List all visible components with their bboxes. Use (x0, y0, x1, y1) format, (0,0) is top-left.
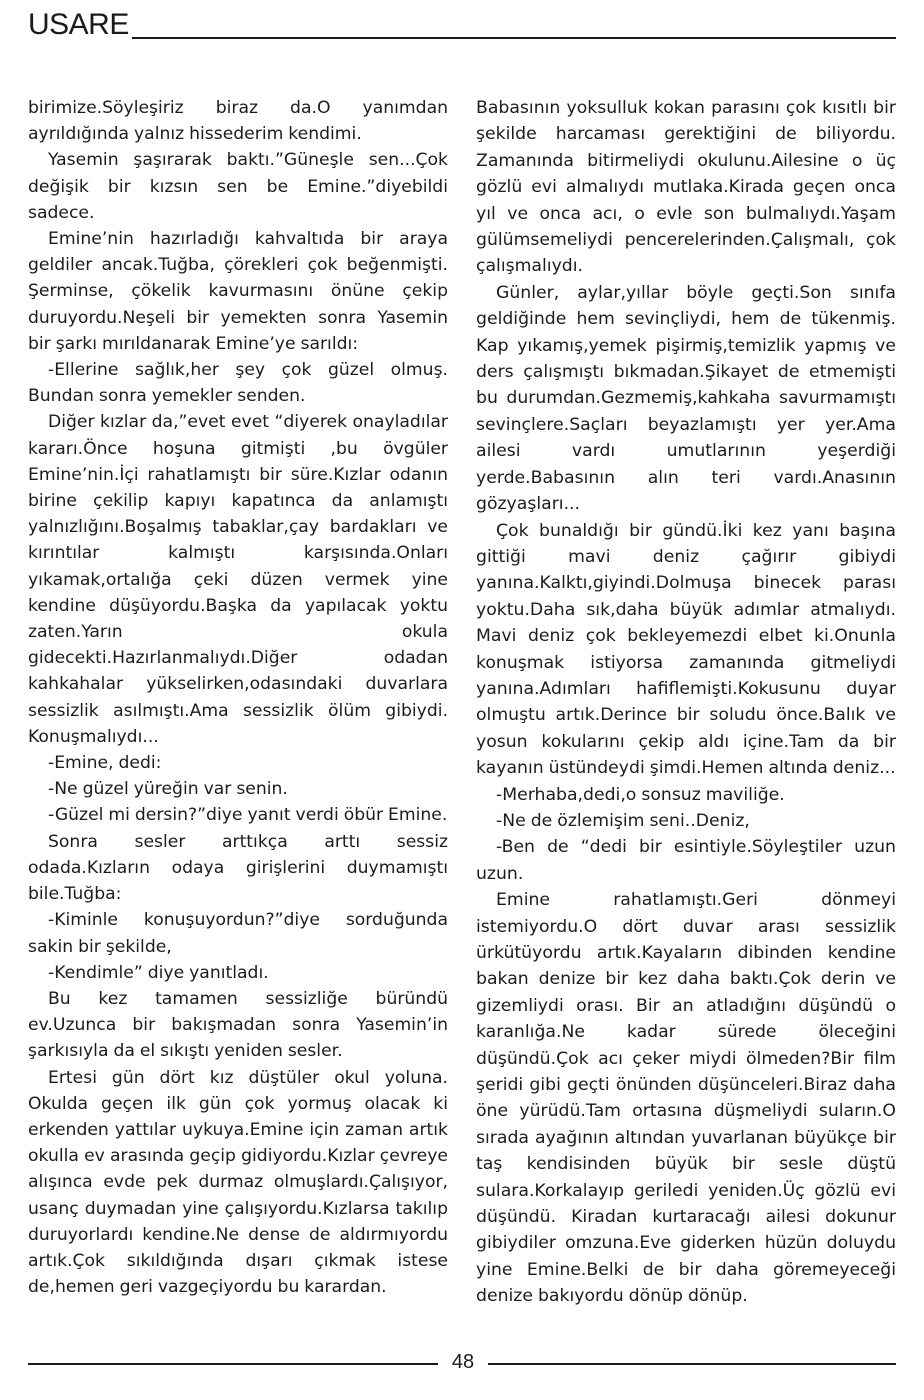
footer-rule-right (488, 1363, 896, 1365)
paragraph: -Ben de “dedi bir esintiyle.Söyleştiler uzun uzun. (476, 837, 896, 884)
paragraph: -Ne de özlemişim seni..Deniz, (496, 810, 750, 831)
paragraph: -Kendimle” diye yanıtladı. (48, 962, 269, 983)
paragraph: Babasının yoksulluk kokan parasını çok kısıtlı bir şekilde harcaması gerektiğini de biliyordu. Zamanında bitirmeliydi okulunu.Ailesine o üç gözlü evi almalıydı mutlaka.Kirada geçen onca yıl ve onca acı, o evle son bulmalıydı.Yaşam gülümsemeliydi pencerelerinden.Çalışmalı, çok çalışmalıydı. (476, 98, 896, 277)
paragraph: Günler, aylar,yıllar böyle geçti.Son sınıfa geldiğinde hem sevinçliydi, hem de tükenmiş. Kap yıkamış,yemek pişirmiş,temizlik yapmış ve ders çalışmıştı bıkmadan.Şikayet de etmemişti bu durumdan.Gezmemiş,kahkaha savurmamıştı sevinçlere.Saçları beyazlamıştı yer yer.Ama ailesi vardı umutlarının yeşerdiği yerde.Babasının alın teri vardı.Anasının gözyaşları... (476, 282, 896, 515)
paragraph: -Kiminle konuşuyordun?”diye sorduğunda sakin bir şekilde, (28, 910, 448, 957)
right-column (476, 95, 896, 1310)
paragraph: Yasemin şaşırarak baktı.”Güneşle sen...Çok değişik bir kızsın sen be Emine.”diyebildi sadece. (28, 150, 448, 223)
paragraph: birimize.Söyleşiriz biraz da.O yanımdan ayrıldığında yalnız hissederim kendimi. (28, 98, 448, 145)
paragraph: Bu kez tamamen sessizliğe büründü ev.Uzunca bir bakışmadan sonra Yasemin’in şarkısıyla da el sıkıştı yeniden sesler. (28, 988, 448, 1062)
page-header (28, 6, 896, 46)
magazine-title: USARE (28, 8, 129, 41)
paragraph: -Merhaba,dedi,o sonsuz maviliğe. (496, 784, 785, 805)
paragraph: -Ne güzel yüreğin var senin. (48, 779, 288, 800)
paragraph: -Emine, dedi: (48, 753, 162, 774)
footer-rule-left (28, 1363, 438, 1365)
left-column (28, 95, 448, 1300)
page-footer (28, 1350, 896, 1374)
paragraph: Diğer kızlar da,”evet evet “diyerek onayladılar kararı.Önce hoşuna gitmişti ,bu övgüler Emine’nin.İçi rahatlamıştı bir süre.Kızlar odanın birine çekilip kapıyı kapatınca da anlamıştı yalnızlığını.Boşalmış tabaklar,çay bardakları ve kırıntılar kalmıştı karşısında.Onları yıkamak,ortalığa çeki düzen vermek yine kendine düşüyordu.Başka da yapılacak yoktu zaten.Yarın okula gidecekti.Hazırlanmalıydı.Diğer odadan kahkahalar yükselirken,odasındaki duvarlara sessizlik asılmıştı.Ama sessizlik ölüm gibiydi. Konuşmalıydı... (28, 412, 448, 747)
paragraph: Emine’nin hazırladığı kahvaltıda bir araya geldiler ancak.Tuğba, çörekleri çok beğenmişti. Şerminse, çökelik kavurmasını önüne çekip duruyordu.Neşeli bir yemekten sonra Yasemin bir şarkı mırıldanarak Emine’ye sarıldı: (28, 229, 448, 354)
header-rule (132, 37, 896, 39)
paragraph: Emine rahatlamıştı.Geri dönmeyi istemiyordu.O dört duvar arası sessizlik ürkütüyordu artık.Kayaların dibinden kendine bakan denize bir kez daha baktı.Çok derin ve gizemliydi orası. Bir an atladığını düşündü o karanlığa.Ne kadar sürede öleceğini düşündü.Çok acı çeker miydi ölmeden?Bir film şeridi gibi geçti önünden düşünceleri.Biraz daha öne yürüdü.Tam ortasına düşmeliydi suların.O sırada ayağının altından yuvarlanan büyükçe bir taş kendisinden büyük bir sesle düştü sulara.Korkalayıp geriledi yeniden.Üç gözlü evi düşündü. Kiradan kurtaracağı ailesi dokunur gibiydiler omzuna.Eve giderken hüzün doluydu yine Emine.Belki de bir daha göremeyeceği denize bakıyordu dönüp dönüp. (476, 890, 896, 1307)
paragraph: -Ellerine sağlık,her şey çok güzel olmuş. Bundan sonra yemekler senden. (28, 360, 448, 407)
paragraph: Çok bunaldığı bir gündü.İki kez yanı başına gittiği mavi deniz çağırır gibiydi yanına.Kalktı,giyindi.Dolmuşa binecek parası yoktu.Daha sık,daha büyük adımlar atmalıydı. Mavi deniz çok bekleyemezdi elbet ki.Onunla konuşmak istiyorsa zamanında gitmeliydi yanına.Adımları hafiflemişti.Kokusunu duyar olmuştu artık.Derince bir soludu önce.Balık ve yosun kokularını çekip aldı içine.Tam da bir kayanın üstündeydi şimdi.Hemen altında deniz... (476, 520, 896, 779)
paragraph: -Güzel mi dersin?”diye yanıt verdi öbür Emine. (48, 805, 448, 826)
paragraph: Ertesi gün dört kız düştüler okul yoluna. Okulda geçen ilk gün çok yormuş olacak ki erkenden yattılar uykuya.Emine için zaman artık okulla ev arasında geçip gidiyordu.Kızlar çevreye alışınca evde pek durmaz olmuşlardı.Çalışıyor, usanç duymadan yine çalışıyordu.Kızlarsa takılıp duruyorlardı kendine.Ne dense de aldırmıyordu artık.Çok sıkıldığında dışarı çıkmak istese de,hemen geri vazgeçiyordu bu karardan. (28, 1067, 448, 1298)
paragraph: Sonra sesler arttıkça arttı sessiz odada.Kızların odaya girişlerini duymamıştı bile.Tuğba: (28, 831, 448, 905)
page-number: 48 (451, 1351, 475, 1373)
